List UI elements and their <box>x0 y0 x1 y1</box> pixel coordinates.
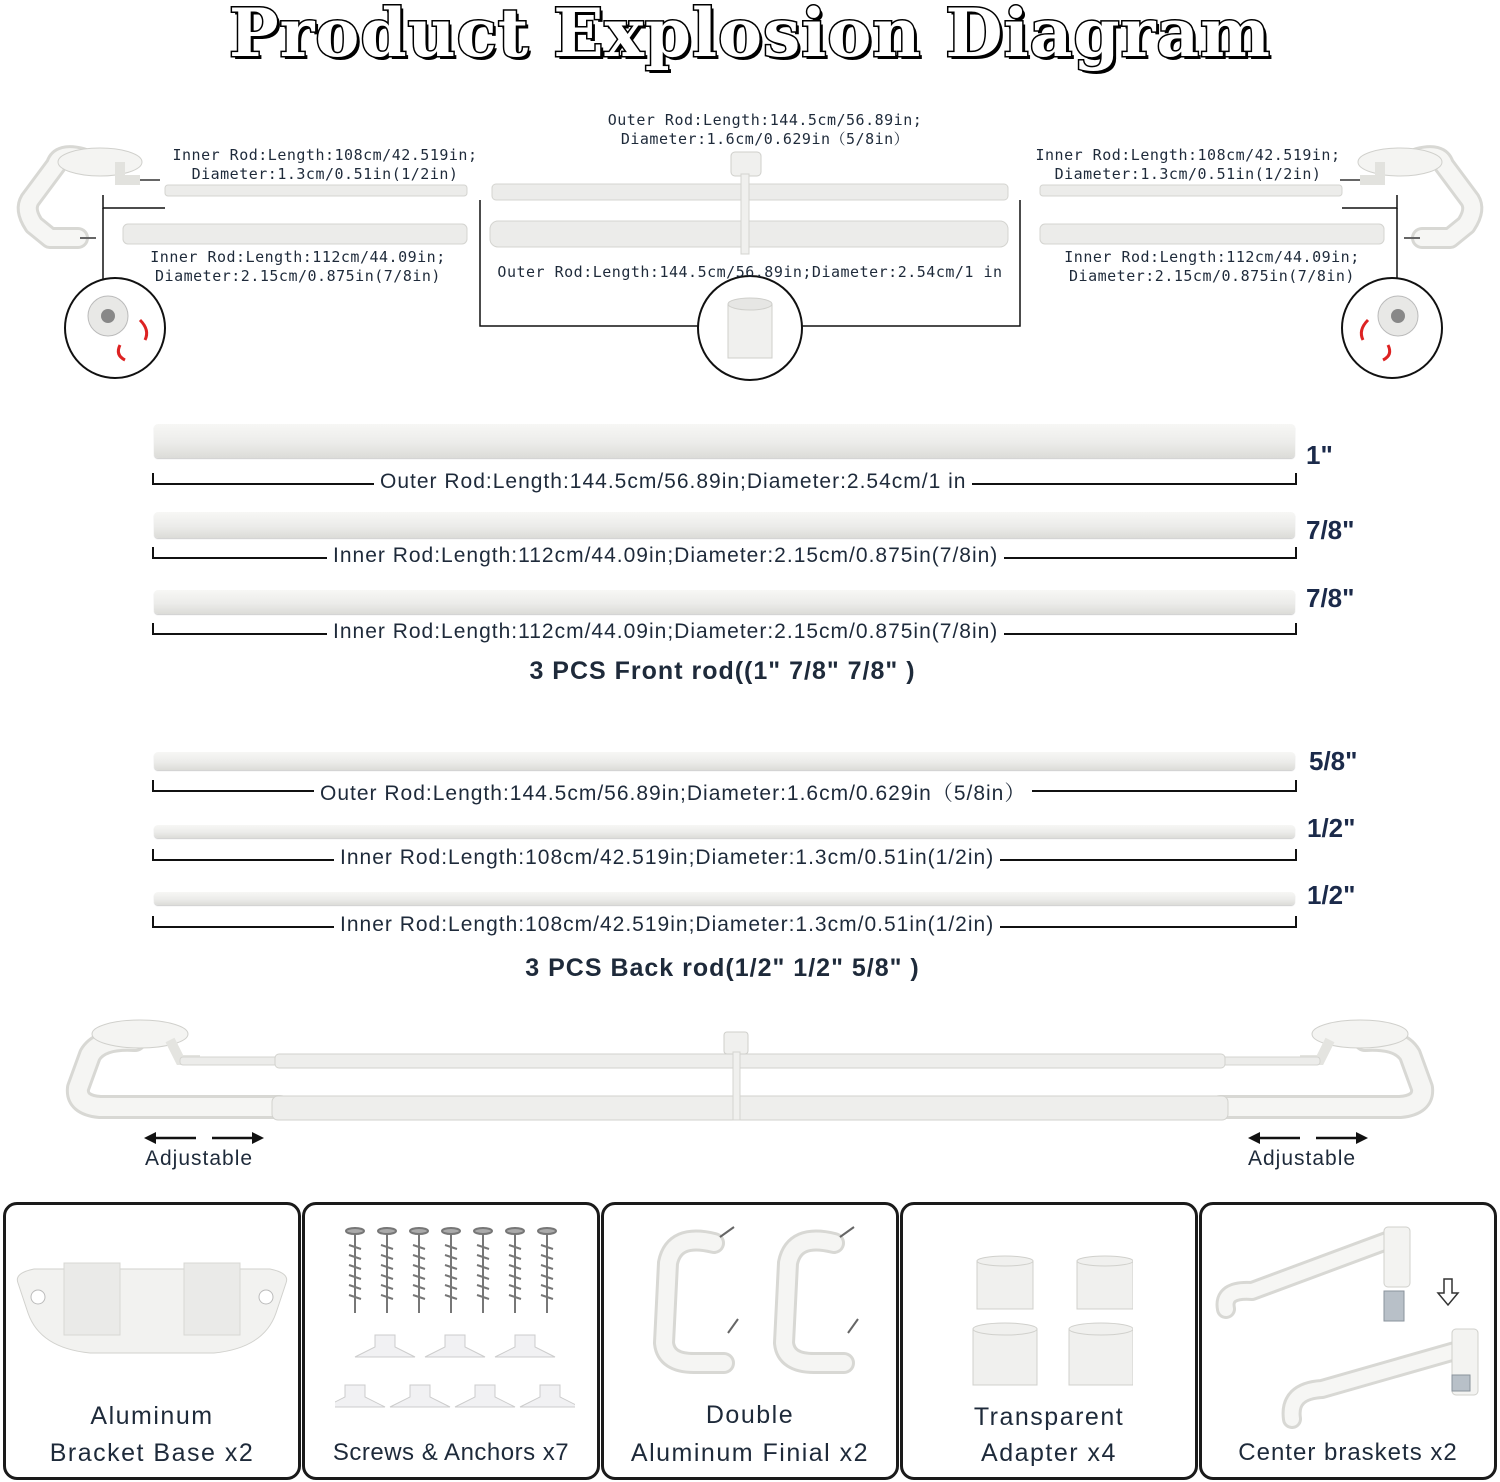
right-inner-small-label: Inner Rod:Length:108cm/42.519in; Diameter:1.3cm/0.51in(1/2in) <box>1035 146 1341 183</box>
panel-finials-line2: Aluminum Finial x2 <box>630 1439 870 1467</box>
panel-center-brackets <box>1199 1202 1497 1480</box>
center-bracket-icon <box>731 152 761 176</box>
center-adapter-detail <box>698 276 802 380</box>
back-rod-2 <box>154 825 1295 838</box>
center-outer-small-label: Outer Rod:Length:144.5cm/56.89in; Diameter:1.6cm/0.629in（5/8in） <box>607 111 923 148</box>
front-rod-1-label: Outer Rod:Length:144.5cm/56.89in;Diameter:2.54cm/1 in <box>374 470 972 494</box>
panel-bracket-base <box>3 1202 301 1480</box>
center-bracket-icon <box>1212 1219 1488 1429</box>
adjust-arrows-right-icon <box>1248 1132 1368 1144</box>
panel-bracket-base-line2: Bracket Base x2 <box>49 1439 255 1467</box>
front-rod-2-size: 7/8" <box>1306 515 1355 545</box>
back-rod-2-size: 1/2" <box>1307 813 1356 843</box>
adjustable-right-label: Adjustable <box>1248 1147 1357 1170</box>
right-end-cap-detail <box>1342 278 1442 378</box>
left-inner-rod-small <box>165 185 467 196</box>
panel-adapters-line2: Adapter x4 <box>981 1439 1117 1467</box>
left-inner-big-label: Inner Rod:Length:112cm/44.09in; Diameter:2.15cm/0.875in(7/8in) <box>150 248 446 285</box>
left-inner-small-label: Inner Rod:Length:108cm/42.519in; Diameter:1.3cm/0.51in(1/2in) <box>172 146 478 183</box>
back-rod-1-label: Outer Rod:Length:144.5cm/56.89in;Diameter:1.6cm/0.629in（5/8in） <box>314 777 1032 807</box>
left-end-cap-detail <box>65 278 165 378</box>
finial-icon <box>634 1223 874 1393</box>
right-inner-rod-big <box>1040 224 1384 244</box>
front-rod-3-label: Inner Rod:Length:112cm/44.09in;Diameter:2.15cm/0.875in(7/8in) <box>327 620 1004 644</box>
front-rod-1-size: 1" <box>1306 440 1333 470</box>
panel-finials-line1: Double <box>705 1401 795 1429</box>
back-rod-3 <box>154 892 1295 905</box>
panel-adapters <box>900 1202 1198 1480</box>
panel-adapters-line1: Transparent <box>973 1403 1125 1431</box>
panel-center-brackets-line2: Center braskets x2 <box>1238 1439 1458 1466</box>
adjustable-left-label: Adjustable <box>145 1147 254 1170</box>
back-rod-3-size: 1/2" <box>1307 880 1356 910</box>
adjust-arrows-left-icon <box>144 1132 264 1144</box>
panel-screws-anchors-line2: Screws & Anchors x7 <box>332 1439 570 1466</box>
back-rod-2-label: Inner Rod:Length:108cm/42.519in;Diameter:1.3cm/0.51in(1/2in) <box>334 846 1000 870</box>
right-inner-big-label: Inner Rod:Length:112cm/44.09in; Diameter:2.15cm/0.875in(7/8in) <box>1064 248 1360 285</box>
back-rod-3-label: Inner Rod:Length:108cm/42.519in;Diameter:1.3cm/0.51in(1/2in) <box>334 913 1000 937</box>
front-rod-3 <box>154 590 1295 614</box>
front-rods-caption: 3 PCS Front rod((1" 7/8" 7/8" ) <box>529 657 916 685</box>
screws-anchors-icon <box>335 1225 575 1435</box>
front-rod-2 <box>154 512 1295 538</box>
back-rod-1 <box>154 752 1295 770</box>
adapter-icon <box>963 1255 1133 1395</box>
center-outer-big-label: Outer Rod:Length:144.5cm/56.89in;Diameter:2.54cm/1 in <box>497 263 1003 281</box>
back-rods-caption: 3 PCS Back rod(1/2" 1/2" 5/8" ) <box>525 954 920 982</box>
front-rod-3-size: 7/8" <box>1306 583 1355 613</box>
bracket-base-icon <box>14 1253 290 1363</box>
center-outer-rod-small <box>492 184 1008 200</box>
back-rod-1-size: 5/8" <box>1309 746 1358 776</box>
panel-screws-anchors <box>302 1202 600 1480</box>
diagram-title: Product Explosion Diagram <box>229 0 1271 72</box>
front-rod-1 <box>154 424 1295 458</box>
front-rod-2-label: Inner Rod:Length:112cm/44.09in;Diameter:2.15cm/0.875in(7/8in) <box>327 544 1004 568</box>
panel-bracket-base-line1: Aluminum <box>90 1402 214 1430</box>
assembled-rod-view <box>0 1010 1500 1145</box>
left-inner-rod-big <box>123 224 467 244</box>
right-inner-rod-small <box>1040 185 1342 196</box>
panel-finials <box>601 1202 899 1480</box>
